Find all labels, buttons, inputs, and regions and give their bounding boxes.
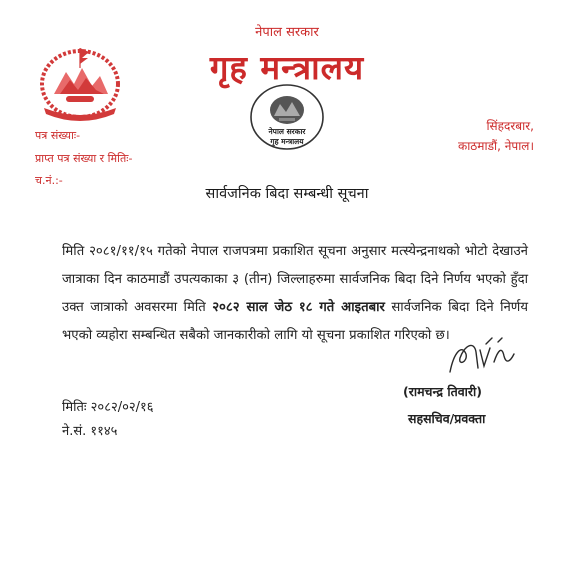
address-line-2: काठमाडौं, नेपाल। <box>457 139 534 153</box>
notice-holiday-date: २०८२ साल जेठ १८ गते आइतबार <box>212 300 385 315</box>
dispatch-number-label: च.नं.:- <box>35 174 63 187</box>
svg-text:नेपाल सरकार: नेपाल सरकार <box>268 127 306 136</box>
issue-date: मितिः २०८२/०२/१६ <box>62 400 154 415</box>
ministry-seal-icon <box>248 82 326 152</box>
notice-body-text-1: मिति २०८१/११/१५ गतेको नेपाल राजपत्रमा प्रकाशित सूचना अनुसार मत्स्येन्द्रनाथको भोटो देखाउने जात्राका दिन काठमाडौं उपत्यकाका ३ (तीन) जिल्लाहरुमा सार्वजनिक बिदा दिने निर्णय भएको हुँदा उक्त जात्राको अवसरमा मिति <box>62 244 528 315</box>
letter-number-label: पत्र संख्याः- <box>35 129 81 142</box>
received-letter-number-date-label: प्राप्त पत्र संख्या र मितिः- <box>35 152 133 165</box>
handwritten-signature <box>440 332 530 380</box>
notice-title: सार्वजनिक बिदा सम्बन्धी सूचना <box>205 186 369 202</box>
svg-text:गृह मन्त्रालय: गृह मन्त्रालय <box>270 137 304 146</box>
nepal-samvat-date: ने.सं. ११४५ <box>62 424 118 439</box>
ministry-name: गृह मन्त्रालय <box>209 48 365 87</box>
notice-body-text-2: सार्वजनिक बिदा दिने निर्णय भएको व्यहोरा सम्बन्धित सबैको जानकारीको लागि यो सूचना प्रकाशित गरिएको छ। <box>62 300 528 343</box>
signatory-name: (रामचन्द्र तिवारी) <box>403 384 482 399</box>
signatory-title: सहसचिव/प्रवक्ता <box>408 411 486 426</box>
government-name: नेपाल सरकार <box>255 25 319 40</box>
address-line-1: सिंहदरबार, <box>486 119 534 133</box>
